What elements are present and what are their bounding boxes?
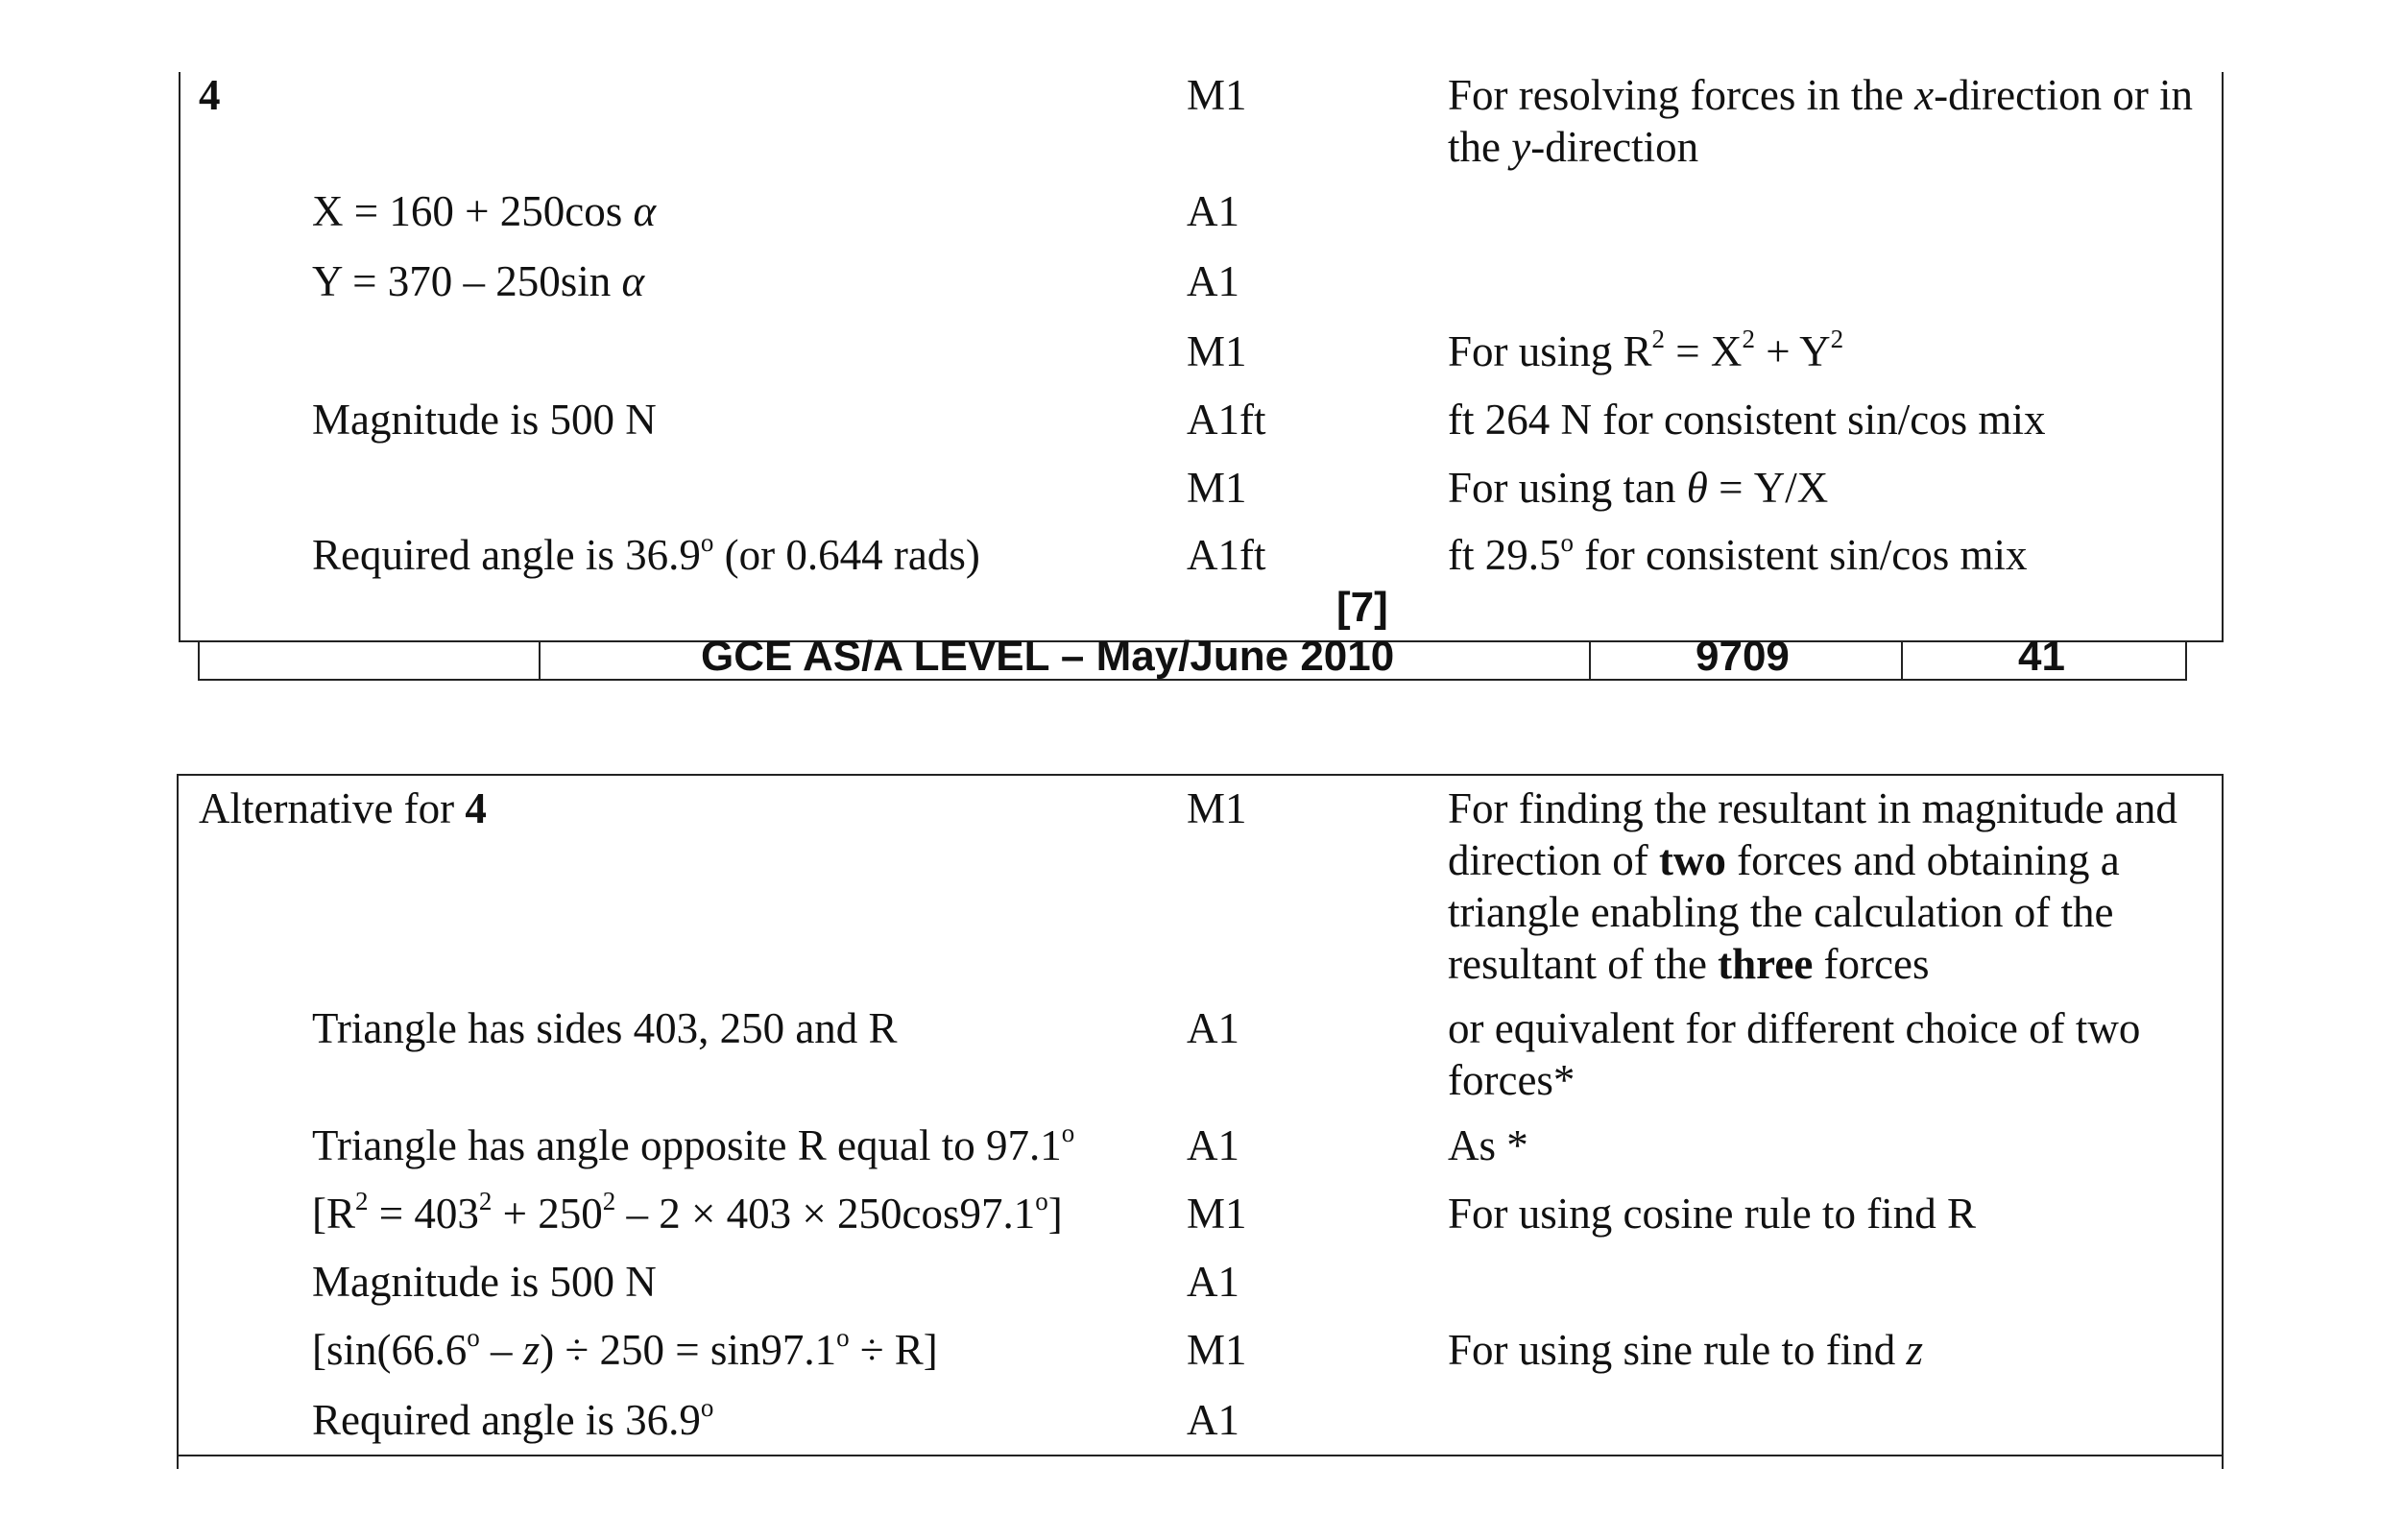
marking-note: As * [1448,1121,1528,1169]
mark-code: A1 [1187,1004,1239,1052]
working-line: $[R^2 = 403^2 + 250^2 - 2 \times 403 \times 250\cos 97.1^o]$ [312,1187,1063,1238]
marking-note: For using sine rule to find z [1448,1326,1923,1374]
alt-box-left-border [177,774,179,1469]
footer-table-right-border [2185,640,2187,681]
alternative-label-prefix: Alternative for [199,784,466,832]
mark-code: A1ft [1187,531,1266,579]
marking-note: For using $R^2 = X^2 + Y^2$ [1448,325,1844,375]
working-line: Required angle is 36.9$^o$ [312,1393,714,1444]
marking-note: ft 29.5$^o$ for consistent sin/cos mix [1448,528,2028,579]
footer-table-divider [539,640,541,681]
syllabus-code: 9709 [1696,633,1790,680]
mark-code: A1 [1187,1121,1239,1169]
mark-code: M1 [1187,71,1247,119]
question-number: 4 [199,71,221,119]
working-line: Magnitude is 500 N [312,1258,657,1306]
working-line: Y = 370 – 250sin α [312,257,645,305]
mark-code: M1 [1187,327,1247,375]
mark-code: M1 [1187,464,1247,512]
mark-code: A1 [1187,257,1239,305]
working-line: Magnitude is 500 N [312,396,657,444]
mark-code: A1 [1187,187,1239,235]
footer-table-divider [1901,640,1903,681]
marking-note: For using cosine rule to find R [1448,1190,1976,1238]
marking-note: or equivalent for different choice of two forces* [1448,1004,2141,1104]
working-line: $[\sin(66.6^o - z) \div 250 = \sin 97.1^o \div R]$ [312,1323,938,1374]
exam-title: GCE AS/A LEVEL – May/June 2010 [701,633,1395,680]
mark-code: M1 [1187,1326,1247,1374]
marking-note: For finding the resultant in magnitude and direction of two forces and obtaining a triangle enabling the calculation of the resultant of the three forces [1448,784,2177,988]
paper-number: 41 [2018,633,2065,680]
marking-note: ft 264 N for consistent sin/cos mix [1448,396,2046,444]
alt-box-right-border [2222,774,2224,1469]
alt-box-top-border [177,774,2224,776]
marking-note: For resolving forces in the x-direction or in the y-direction [1448,71,2194,171]
total-marks: [7] [1336,584,1388,631]
working-line: X = 160 + 250cos α [312,187,657,235]
working-line: Required angle is 36.9$^o$ (or 0.644 rads) [312,528,980,579]
mark-code: M1 [1187,784,1247,832]
footer-table-divider [1589,640,1591,681]
working-line: Triangle has sides 403, 250 and R [312,1004,898,1052]
marking-note: For using tan θ = Y/X [1448,464,1829,512]
footer-table-left-border [198,640,200,681]
mark-code: A1 [1187,1396,1239,1444]
working-line: Triangle has angle opposite R equal to 97.1$^o$ [312,1119,1075,1169]
alternative-label-number: 4 [465,784,487,832]
q4-box-right-border [2222,72,2224,642]
q4-box-left-border [179,72,180,642]
alternative-label [199,782,487,834]
mark-code: A1 [1187,1258,1239,1306]
alt-box-bottom-border [177,1455,2224,1456]
mark-code: M1 [1187,1190,1247,1238]
mark-code: A1ft [1187,396,1266,444]
